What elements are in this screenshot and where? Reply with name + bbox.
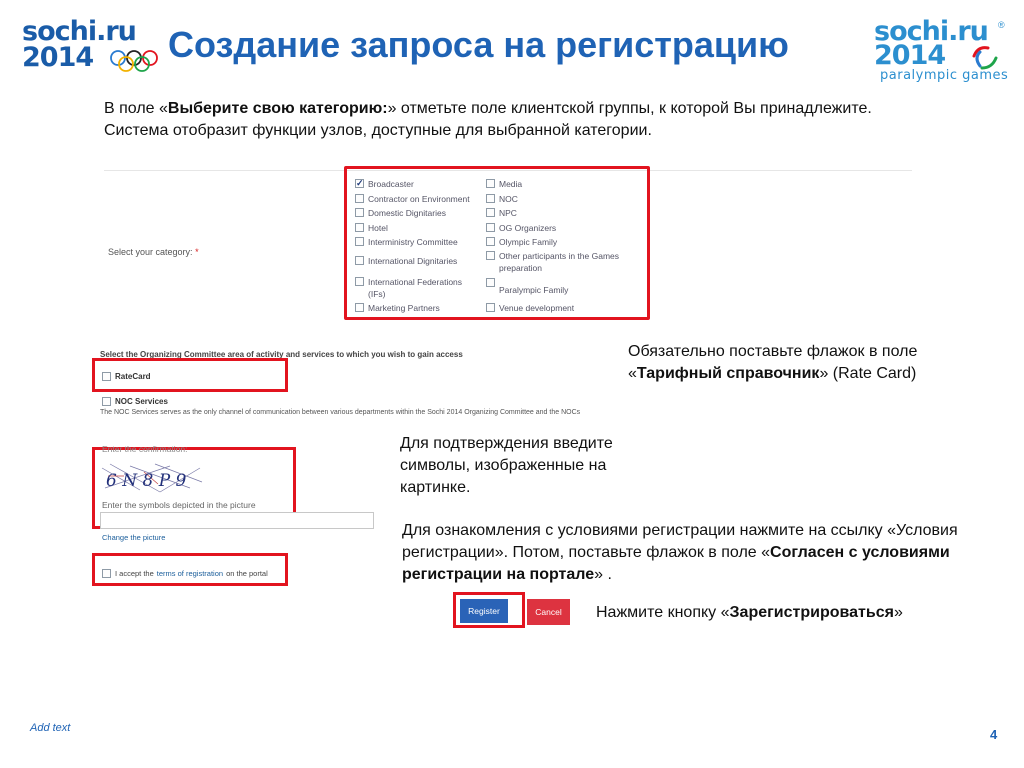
- button-note-suffix: »: [893, 604, 903, 621]
- category-checkbox-international-dignitaries[interactable]: [355, 255, 457, 267]
- category-option-label: NOC: [499, 194, 518, 204]
- category-checkbox-paralympic-family[interactable]: [486, 277, 568, 296]
- noc-services-description: The NOC Services serves as the only channel of communication between various departments within the Sochi 2014 Organizing Committee and the NOCs: [100, 409, 581, 416]
- ratecard-note-bold: Тарифный справочник: [636, 365, 820, 382]
- checkbox[interactable]: [355, 256, 364, 265]
- checkbox[interactable]: [486, 278, 495, 287]
- intro-bold: Выберите свою категорию:: [167, 100, 388, 117]
- terms-checkbox[interactable]: [102, 569, 111, 578]
- change-picture-link[interactable]: Change the picture: [102, 533, 166, 542]
- registered-mark: ®: [998, 20, 1005, 30]
- terms-prefix: I accept the: [115, 568, 154, 578]
- logo-right-line1: sochi.ru: [874, 16, 988, 47]
- ratecard-instruction: [628, 341, 948, 385]
- category-option-label: Marketing Partners: [368, 303, 440, 313]
- terms-suffix: on the portal: [226, 568, 268, 578]
- category-option-label: International Federations (IFs): [368, 277, 463, 299]
- page-title: Создание запроса на регистрацию: [168, 24, 789, 65]
- checkbox[interactable]: [355, 208, 364, 217]
- logo-left-line1: sochi.ru: [22, 16, 136, 47]
- logo-subtitle: paralympic games: [880, 68, 1009, 83]
- category-option-label: Other participants in the Games preparation: [499, 251, 620, 273]
- category-option-label: NPC: [499, 208, 517, 218]
- category-option-label: Media: [499, 179, 523, 189]
- checkbox[interactable]: [355, 237, 364, 246]
- category-option-label: Broadcaster: [368, 179, 414, 189]
- checkbox[interactable]: [486, 194, 495, 203]
- category-checkbox-npc[interactable]: [486, 207, 517, 219]
- checkbox[interactable]: [486, 179, 495, 188]
- logo-left-line2: 2014: [22, 42, 94, 73]
- captcha-instruction: Для подтверждения введите символы, изображенные на картинке.: [400, 435, 613, 496]
- ratecard-label: RateCard: [115, 371, 151, 381]
- checkbox[interactable]: [486, 223, 495, 232]
- checkbox[interactable]: [486, 237, 495, 246]
- category-checkbox-noc[interactable]: [486, 193, 518, 205]
- captcha-label: Enter the confirmation:: [102, 444, 188, 454]
- intro-suffix: » отметьте поле клиентской группы, к которой Вы принадлежите. Система отобразит функции узлов, доступные для выбранной категории.: [104, 100, 872, 139]
- sochi-2014-logo: [22, 16, 154, 76]
- intro-instruction: [104, 98, 924, 142]
- category-checkbox-marketing-partners[interactable]: [355, 302, 440, 314]
- captcha-noise-graphic: [100, 462, 204, 494]
- footer-text: Add text: [30, 722, 71, 734]
- required-mark: *: [195, 247, 199, 257]
- captcha-code: 6 N 8 P 9: [106, 471, 187, 491]
- checkbox[interactable]: [486, 303, 495, 312]
- register-instruction: [596, 602, 996, 624]
- captcha-input[interactable]: [100, 512, 374, 529]
- oc-section-title: Select the Organizing Committee area of activity and services to which you wish to gain access: [100, 350, 463, 359]
- terms-checkbox-row[interactable]: [102, 568, 268, 578]
- category-option-label: Venue development: [499, 303, 575, 313]
- category-label: [108, 247, 199, 257]
- terms-note-bold: Согласен с условиями регистрации на портале: [402, 544, 950, 583]
- category-option-label: Hotel: [368, 223, 388, 233]
- captcha-hint: Enter the symbols depicted in the picture: [102, 500, 256, 510]
- cancel-button[interactable]: Cancel: [527, 599, 570, 625]
- category-checkbox-contractor[interactable]: [355, 193, 470, 205]
- intro-prefix: В поле «: [104, 100, 168, 117]
- category-checkbox-international-federations[interactable]: [355, 276, 475, 300]
- terms-note-part2: » .: [594, 566, 612, 583]
- ratecard-note-suffix: » (Rate Card): [819, 365, 917, 382]
- checkbox[interactable]: [355, 303, 364, 312]
- category-checkbox-other-participants[interactable]: [486, 250, 636, 274]
- category-option-label: Interministry Committee: [368, 237, 458, 247]
- category-option-label: Contractor on Environment: [368, 194, 470, 204]
- terms-instruction: [402, 520, 1002, 586]
- noc-services-checkbox[interactable]: [102, 397, 111, 406]
- category-checkbox-domestic-dignitaries[interactable]: [355, 207, 446, 219]
- checkbox[interactable]: [486, 251, 495, 260]
- terms-of-registration-link[interactable]: terms of registration: [156, 568, 224, 578]
- ratecard-checkbox-row[interactable]: [102, 371, 151, 381]
- category-label-text: Select your category:: [108, 247, 193, 257]
- ratecard-note-prefix: Обязательно поставьте флажок в поле «: [628, 343, 918, 382]
- category-option-label: Paralympic Family: [499, 285, 569, 295]
- category-checkbox-olympic-family[interactable]: [486, 236, 557, 248]
- register-button[interactable]: Register: [460, 599, 508, 623]
- page-number: 4: [990, 727, 998, 742]
- category-checkbox-broadcaster[interactable]: [355, 178, 414, 190]
- noc-services-checkbox-row[interactable]: [102, 396, 168, 406]
- category-checkbox-media[interactable]: [486, 178, 522, 190]
- checkbox[interactable]: [486, 208, 495, 217]
- category-checkbox-interministry[interactable]: [355, 236, 458, 248]
- noc-services-label: NOC Services: [115, 396, 168, 406]
- olympic-rings-icon: [108, 49, 174, 73]
- captcha-image: [100, 462, 204, 494]
- checkbox[interactable]: [355, 277, 364, 286]
- ratecard-checkbox[interactable]: [102, 372, 111, 381]
- category-option-label: OG Organizers: [499, 223, 557, 233]
- category-checkbox-hotel[interactable]: [355, 222, 388, 234]
- button-note-prefix: Нажмите кнопку «: [596, 604, 730, 621]
- checkbox[interactable]: [355, 194, 364, 203]
- terms-note-part1: Для ознакомления с условиями регистрации нажмите на ссылку «Условия регистрации». Потом, поставьте флажок в поле «: [402, 522, 958, 561]
- button-note-bold: Зарегистрироваться: [729, 604, 894, 621]
- checkbox[interactable]: [355, 179, 364, 188]
- logo-right-line2: 2014: [874, 40, 946, 71]
- category-checkbox-venue-development[interactable]: [486, 302, 574, 314]
- category-option-label: Domestic Dignitaries: [368, 208, 446, 218]
- category-option-label: International Dignitaries: [368, 256, 458, 266]
- category-option-label: Olympic Family: [499, 237, 558, 247]
- sochi-2014-paralympic-logo: [870, 16, 1010, 86]
- checkbox[interactable]: [355, 223, 364, 232]
- category-checkbox-og-organizers[interactable]: [486, 222, 556, 234]
